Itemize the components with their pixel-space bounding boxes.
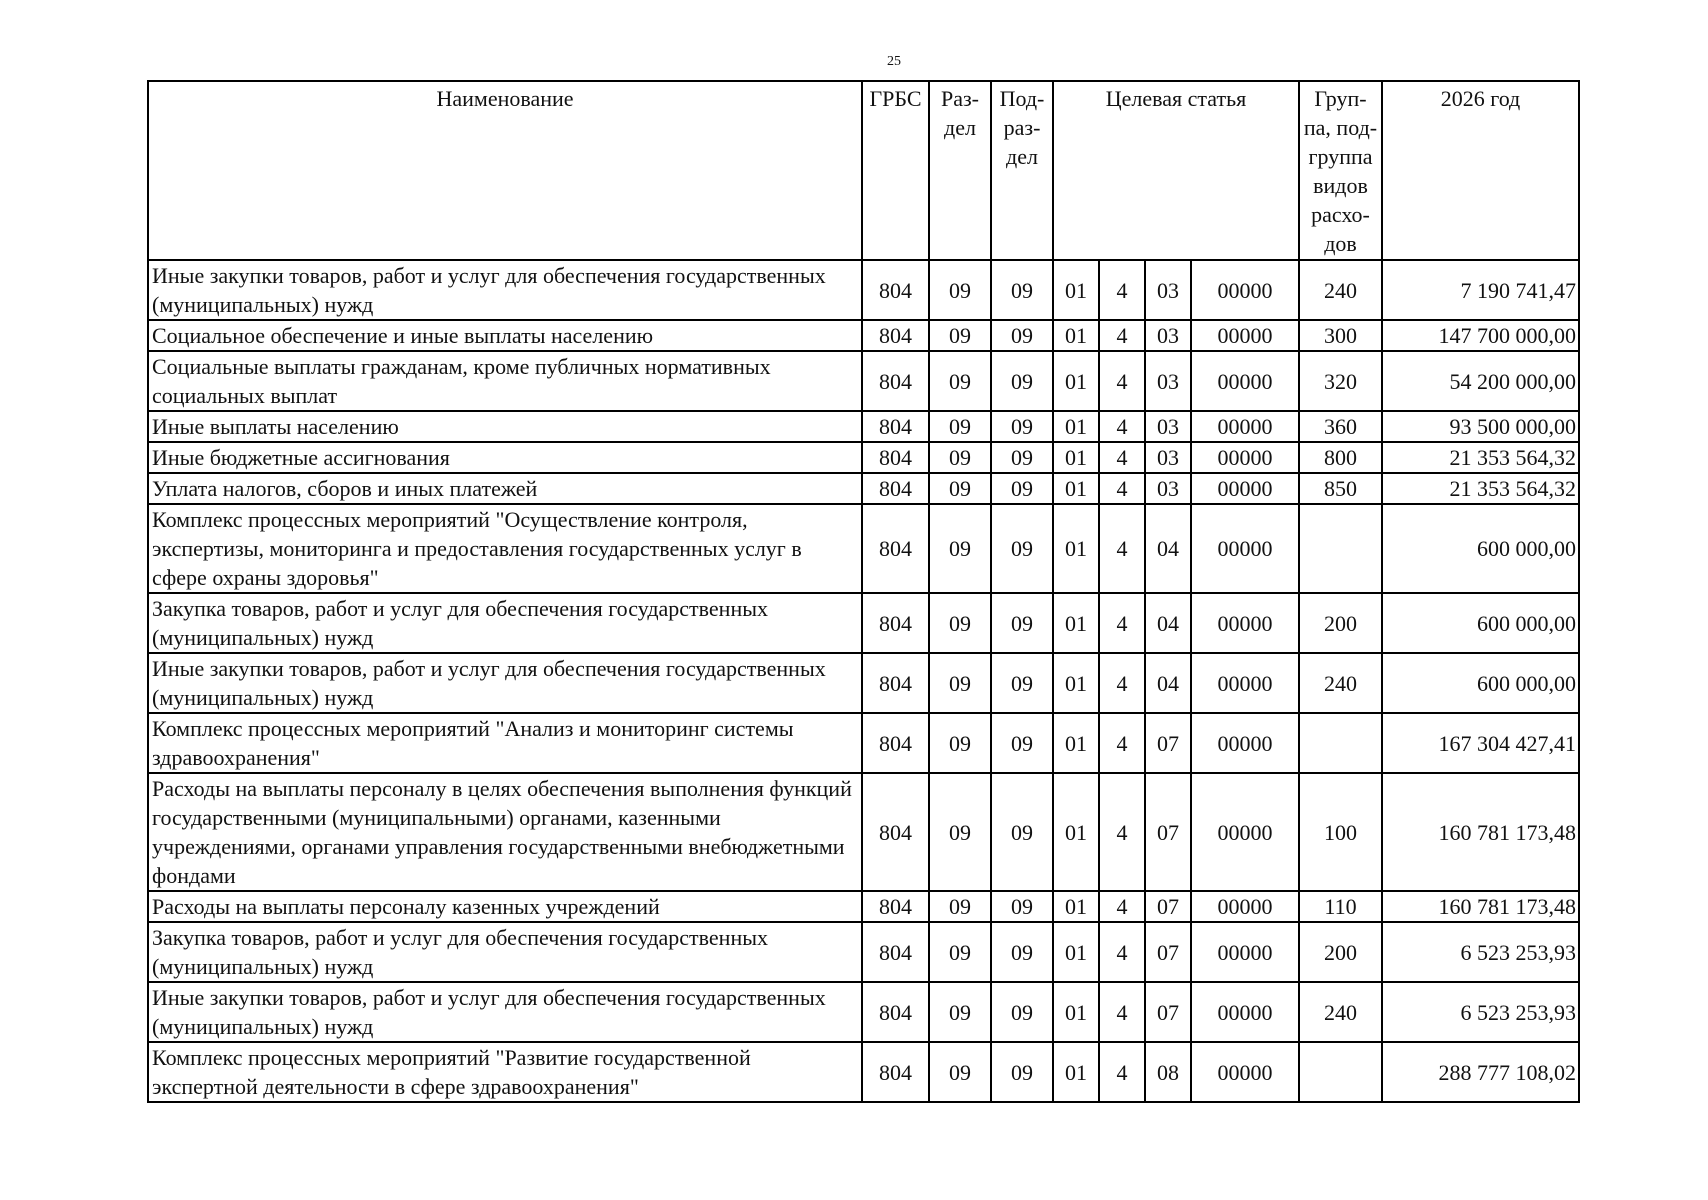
table-row [148,891,1579,922]
cell-grbs: 804 [862,773,929,891]
table-row [148,351,1579,411]
cell-grbs: 804 [862,351,929,411]
cell-razdel: 09 [929,442,991,473]
table-row [148,411,1579,442]
cell-razdel: 09 [929,320,991,351]
cell-name: Иные выплаты населению [148,411,862,442]
cell-expense-group [1299,713,1382,773]
cell-grbs: 804 [862,260,929,320]
cell-expense-group [1299,1042,1382,1102]
cell-target-program: 01 [1053,891,1099,922]
cell-target-complex: 03 [1145,351,1191,411]
cell-target-program: 01 [1053,1042,1099,1102]
cell-target-direction: 00000 [1191,473,1299,504]
cell-name: Закупка товаров, работ и услуг для обеспечения государственных (муниципальных) нужд [148,593,862,653]
cell-podrazdel: 09 [991,653,1053,713]
header-podrazdel: Под- раз- дел [991,81,1053,260]
cell-razdel: 09 [929,653,991,713]
cell-expense-group: 360 [1299,411,1382,442]
cell-grbs: 804 [862,713,929,773]
cell-target-program: 01 [1053,411,1099,442]
cell-target-direction: 00000 [1191,351,1299,411]
table-row [148,653,1579,713]
cell-target-type: 4 [1099,1042,1145,1102]
table-row [148,773,1579,891]
table-row [148,982,1579,1042]
cell-razdel: 09 [929,593,991,653]
cell-target-complex: 07 [1145,891,1191,922]
cell-target-type: 4 [1099,773,1145,891]
cell-target-complex: 07 [1145,773,1191,891]
cell-target-type: 4 [1099,320,1145,351]
cell-amount: 160 781 173,48 [1382,891,1579,922]
cell-target-type: 4 [1099,922,1145,982]
cell-target-program: 01 [1053,504,1099,593]
cell-razdel: 09 [929,1042,991,1102]
cell-target-type: 4 [1099,891,1145,922]
cell-amount: 6 523 253,93 [1382,922,1579,982]
cell-podrazdel: 09 [991,351,1053,411]
cell-name: Комплекс процессных мероприятий "Осуществление контроля, экспертизы, мониторинга и предоставления государственных услуг в сфере охраны здоровья" [148,504,862,593]
cell-expense-group: 320 [1299,351,1382,411]
cell-target-program: 01 [1053,260,1099,320]
cell-target-direction: 00000 [1191,504,1299,593]
cell-target-direction: 00000 [1191,773,1299,891]
cell-target-type: 4 [1099,982,1145,1042]
cell-grbs: 804 [862,593,929,653]
cell-name: Социальное обеспечение и иные выплаты населению [148,320,862,351]
budget-table [147,80,1580,1103]
cell-amount: 21 353 564,32 [1382,473,1579,504]
cell-name: Уплата налогов, сборов и иных платежей [148,473,862,504]
cell-target-program: 01 [1053,653,1099,713]
cell-target-complex: 08 [1145,1042,1191,1102]
cell-target-type: 4 [1099,713,1145,773]
cell-expense-group: 110 [1299,891,1382,922]
cell-razdel: 09 [929,982,991,1042]
table-row [148,713,1579,773]
cell-grbs: 804 [862,320,929,351]
cell-target-type: 4 [1099,504,1145,593]
cell-name: Комплекс процессных мероприятий "Анализ и мониторинг системы здравоохранения" [148,713,862,773]
cell-target-direction: 00000 [1191,260,1299,320]
cell-target-complex: 03 [1145,411,1191,442]
cell-target-complex: 04 [1145,593,1191,653]
header-expense-group: Груп- па, под- группа видов расхо- дов [1299,81,1382,260]
cell-target-program: 01 [1053,320,1099,351]
cell-razdel: 09 [929,504,991,593]
cell-amount: 6 523 253,93 [1382,982,1579,1042]
cell-razdel: 09 [929,891,991,922]
cell-expense-group: 240 [1299,260,1382,320]
cell-amount: 93 500 000,00 [1382,411,1579,442]
cell-target-type: 4 [1099,593,1145,653]
cell-expense-group: 240 [1299,653,1382,713]
cell-expense-group: 200 [1299,922,1382,982]
cell-name: Иные закупки товаров, работ и услуг для обеспечения государственных (муниципальных) нужд [148,260,862,320]
cell-amount: 160 781 173,48 [1382,773,1579,891]
cell-name: Социальные выплаты гражданам, кроме публичных нормативных социальных выплат [148,351,862,411]
cell-amount: 288 777 108,02 [1382,1042,1579,1102]
cell-target-complex: 03 [1145,473,1191,504]
cell-target-direction: 00000 [1191,922,1299,982]
cell-expense-group: 300 [1299,320,1382,351]
header-target-article: Целевая статья [1053,81,1299,260]
cell-podrazdel: 09 [991,504,1053,593]
table-row [148,1042,1579,1102]
cell-razdel: 09 [929,351,991,411]
cell-name: Иные закупки товаров, работ и услуг для обеспечения государственных (муниципальных) нужд [148,653,862,713]
table-row [148,320,1579,351]
cell-podrazdel: 09 [991,1042,1053,1102]
table-row [148,504,1579,593]
table-header-row [148,81,1579,260]
cell-amount: 600 000,00 [1382,504,1579,593]
cell-razdel: 09 [929,922,991,982]
cell-target-program: 01 [1053,442,1099,473]
cell-grbs: 804 [862,922,929,982]
cell-razdel: 09 [929,260,991,320]
header-grbs: ГРБС [862,81,929,260]
table-row [148,473,1579,504]
cell-grbs: 804 [862,442,929,473]
cell-name: Иные закупки товаров, работ и услуг для обеспечения государственных (муниципальных) нужд [148,982,862,1042]
cell-target-program: 01 [1053,593,1099,653]
cell-grbs: 804 [862,891,929,922]
cell-expense-group: 200 [1299,593,1382,653]
cell-podrazdel: 09 [991,922,1053,982]
cell-target-direction: 00000 [1191,713,1299,773]
cell-amount: 54 200 000,00 [1382,351,1579,411]
header-year-2026: 2026 год [1382,81,1579,260]
cell-podrazdel: 09 [991,982,1053,1042]
cell-target-complex: 07 [1145,982,1191,1042]
cell-expense-group: 850 [1299,473,1382,504]
cell-target-complex: 03 [1145,260,1191,320]
cell-target-type: 4 [1099,473,1145,504]
cell-expense-group: 800 [1299,442,1382,473]
cell-target-complex: 04 [1145,653,1191,713]
page-number: 25 [887,54,901,69]
cell-grbs: 804 [862,1042,929,1102]
cell-target-type: 4 [1099,442,1145,473]
cell-grbs: 804 [862,411,929,442]
cell-name: Закупка товаров, работ и услуг для обеспечения государственных (муниципальных) нужд [148,922,862,982]
cell-grbs: 804 [862,982,929,1042]
cell-expense-group [1299,504,1382,593]
cell-target-direction: 00000 [1191,1042,1299,1102]
cell-amount: 600 000,00 [1382,653,1579,713]
cell-podrazdel: 09 [991,473,1053,504]
header-name: Наименование [148,81,862,260]
cell-target-complex: 03 [1145,320,1191,351]
table-row [148,442,1579,473]
table-row [148,922,1579,982]
cell-target-program: 01 [1053,773,1099,891]
cell-target-program: 01 [1053,473,1099,504]
header-razdel: Раз- дел [929,81,991,260]
cell-podrazdel: 09 [991,411,1053,442]
cell-target-type: 4 [1099,351,1145,411]
cell-target-program: 01 [1053,713,1099,773]
cell-amount: 7 190 741,47 [1382,260,1579,320]
cell-target-direction: 00000 [1191,320,1299,351]
table-row [148,593,1579,653]
cell-target-complex: 07 [1145,922,1191,982]
cell-podrazdel: 09 [991,773,1053,891]
cell-razdel: 09 [929,411,991,442]
cell-amount: 167 304 427,41 [1382,713,1579,773]
cell-target-direction: 00000 [1191,593,1299,653]
cell-amount: 21 353 564,32 [1382,442,1579,473]
cell-target-direction: 00000 [1191,653,1299,713]
cell-target-type: 4 [1099,260,1145,320]
cell-podrazdel: 09 [991,593,1053,653]
table-row [148,260,1579,320]
table-body [148,260,1579,1102]
cell-target-direction: 00000 [1191,891,1299,922]
cell-podrazdel: 09 [991,891,1053,922]
cell-target-direction: 00000 [1191,442,1299,473]
cell-name: Иные бюджетные ассигнования [148,442,862,473]
cell-grbs: 804 [862,473,929,504]
cell-podrazdel: 09 [991,260,1053,320]
cell-name: Комплекс процессных мероприятий "Развитие государственной экспертной деятельности в сфере здравоохранения" [148,1042,862,1102]
cell-razdel: 09 [929,713,991,773]
cell-target-complex: 03 [1145,442,1191,473]
cell-amount: 600 000,00 [1382,593,1579,653]
cell-expense-group: 100 [1299,773,1382,891]
cell-expense-group: 240 [1299,982,1382,1042]
cell-target-program: 01 [1053,922,1099,982]
cell-target-type: 4 [1099,653,1145,713]
cell-target-type: 4 [1099,411,1145,442]
cell-target-complex: 04 [1145,504,1191,593]
cell-razdel: 09 [929,473,991,504]
cell-target-direction: 00000 [1191,982,1299,1042]
cell-podrazdel: 09 [991,442,1053,473]
cell-grbs: 804 [862,653,929,713]
cell-amount: 147 700 000,00 [1382,320,1579,351]
cell-name: Расходы на выплаты персоналу казенных учреждений [148,891,862,922]
cell-target-complex: 07 [1145,713,1191,773]
cell-razdel: 09 [929,773,991,891]
cell-target-direction: 00000 [1191,411,1299,442]
cell-podrazdel: 09 [991,713,1053,773]
cell-grbs: 804 [862,504,929,593]
cell-target-program: 01 [1053,351,1099,411]
cell-name: Расходы на выплаты персоналу в целях обеспечения выполнения функций государственными (муниципальными) органами, казенными учреждениями, органами управления государственными внебюджетными фондами [148,773,862,891]
cell-podrazdel: 09 [991,320,1053,351]
cell-target-program: 01 [1053,982,1099,1042]
